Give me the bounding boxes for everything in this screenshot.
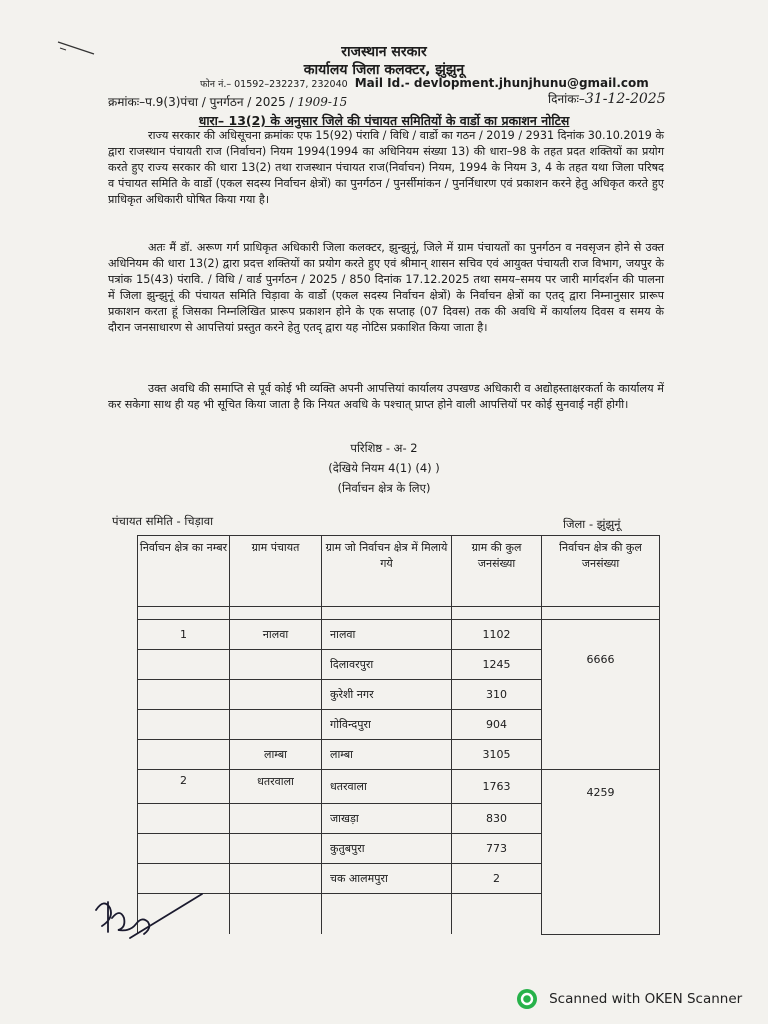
scanner-watermark (516, 988, 742, 1010)
date-line (548, 90, 666, 107)
cell-village: धतरवाला (322, 770, 452, 804)
cell-gram-panchayat: लाम्बा (230, 740, 322, 770)
body-paragraph-1-text: राज्य सरकार की अधिसूचना क्रमांकः एफ 15(92) पंरावि / विधि / वार्डो का गठन / 2019 / 2931 दिनांक 30.10.2019 के द्वारा राजस्थान पंचायती राज (निर्वाचन) नियम 1994(1994 का अधिनियम संख्या 13) की धारा–98 के तहत प्रदत शक्तियों का प्रयोग करते हुए राज्य सरकार की धारा 13(2) तथा राजस्थान पंचायत राज(निर्वाचन) नियम, 1994 के नियम 3, 4 के तहत यथा जिला परिषद व पंचायत समिति के वार्डो (एकल सदस्य निर्वाचन क्षेत्रों) का पुनर्गठन / पुनर्सीमांकन / पुनर्निधारण एवं प्रकाशन करने हेतु अधिकृत करते हुए प्राधिकृत अधिकारी घोषित किया गया है। (108, 129, 664, 206)
cell-population: 830 (452, 804, 542, 834)
date-label: दिनांकः– (548, 92, 585, 106)
date-handwritten: 31-12-2025 (584, 91, 666, 107)
cell-population: 1763 (452, 770, 542, 804)
reference-label: क्रमांकः–प.9(3)पंचा / पुनर्गठन / 2025 / (108, 95, 294, 109)
body-paragraph-3-text: उक्त अवधि की समाप्ति से पूर्व कोई भी व्यक्ति अपनी आपत्तियां कार्यालय उपखण्ड अधिकारी व अद्योहस्ताक्षरकर्ता के कार्यालय में कर सकेगा साथ ही यह भी सूचित किया जाता है कि नियत अवधि के पश्चात् प्राप्त होने वाली आपत्तियों पर कोई सुनवाई नहीं होगी। (108, 382, 664, 411)
cell-number: 1 (138, 620, 230, 650)
header-gram-panchayat: ग्राम पंचायत (230, 536, 322, 607)
contact-line (200, 76, 649, 90)
cell-village: जाखड़ा (322, 804, 452, 834)
cell-total-population: 4259 (542, 770, 660, 935)
cell-number: 2 (138, 770, 230, 804)
cell-total-population: 6666 (542, 620, 660, 770)
annexure-rule: (देखिये नियम 4(1) (4) ) (328, 461, 440, 475)
office-title: कार्यालय जिला कलक्टर, झुंझुनू (303, 62, 465, 78)
body-paragraph-3 (108, 381, 664, 413)
government-title: राजस्थान सरकार (341, 44, 427, 60)
panchayat-samiti-label: पंचायत समिति - चिड़ावा (112, 514, 214, 528)
mail-id: Mail Id.- devlopment.jhunjhunu@gmail.com (354, 76, 649, 90)
cell-village: कुतुबपुरा (322, 834, 452, 864)
body-paragraph-2 (108, 240, 664, 336)
header-total-population: निर्वाचन क्षेत्र की कुल जनसंख्या (542, 536, 660, 607)
scanner-text: Scanned with OKEN Scanner (549, 991, 743, 1007)
cell-population: 773 (452, 834, 542, 864)
cell-population: 2 (452, 864, 542, 894)
body-paragraph-2-text: अतः मैं डॉ. अरूण गर्ग प्राधिकृत अधिकारी जिला कलक्टर, झुन्झुनूं, जिले में ग्राम पंचायतों का पुनर्गठन व नवसृजन होने से उक्त अधिनियम की धारा 13(2) द्वारा प्रदत्त शक्तियों का प्रयोग करते हुए एवं श्रीमान् शासन सचिव एवं आयुक्त पंचायती राज विभाग, जयपुर के पत्रांक 15(43) पंरावि. / विधि / वार्ड पुनर्गठन / 2025 / 850 दिनांक 17.12.2025 तथा समय–समय पर जारी मार्गदर्शन की पालना में जिला झुन्झुनूं की पंचायत समिति चिड़ावा के वार्डो (एकल सदस्य निर्वाचन क्षेत्रों) के निर्वाचन क्षेत्रों का एतद् द्वारा निम्नानुसार प्रारूप प्रकाशन करता हूं जिसका निम्नलिखित प्रारूप प्रकाशन होने के एक सप्ताह (07 दिवस) तक की अवधि में कार्यालय दिवस व समय के दौरान जनसाधारण से आपत्तियां प्रस्तुत करने हेतु एतद् द्वारा यह नोटिस प्रकाशित किया जाता है। (108, 241, 664, 334)
constituency-table (137, 535, 660, 935)
table-header-row (138, 536, 660, 607)
cell-gram-panchayat: नालवा (230, 620, 322, 650)
cell-population: 3105 (452, 740, 542, 770)
cell-village: गोविन्दपुरा (322, 710, 452, 740)
reference-number (108, 93, 347, 110)
cell-village: कुरेशी नगर (322, 680, 452, 710)
phone-number: फोन नं.– 01592–232237, 232040 (200, 79, 348, 90)
oken-scanner-logo-icon (516, 988, 538, 1010)
header-village-population: ग्राम की कुल जनसंख्या (452, 536, 542, 607)
cell-village: लाम्बा (322, 740, 452, 770)
district-label: जिला - झुंझुनूं (563, 517, 621, 531)
table-row (138, 620, 660, 650)
cell-village: चक आलमपुरा (322, 864, 452, 894)
notice-subject: धारा– 13(2) के अनुसार जिले की पंचायत समितियों के वार्डो का प्रकाशन नोटिस (198, 113, 570, 128)
body-paragraph-1 (108, 128, 664, 208)
signature (90, 888, 210, 948)
table-row (138, 770, 660, 804)
annexure-purpose: (निर्वाचन क्षेत्र के लिए) (337, 481, 431, 495)
annexure-title: परिशिष्ठ - अ- 2 (350, 441, 418, 455)
table-spacer-row (138, 607, 660, 620)
cell-population: 310 (452, 680, 542, 710)
header-villages: ग्राम जो निर्वाचन क्षेत्र में मिलाये गये (322, 536, 452, 607)
cell-population: 904 (452, 710, 542, 740)
reference-handwritten: 1909-15 (297, 95, 348, 109)
cell-population: 1245 (452, 650, 542, 680)
cell-population: 1102 (452, 620, 542, 650)
cell-gram-panchayat: धतरवाला (230, 770, 322, 804)
header-constituency-number: निर्वाचन क्षेत्र का नम्बर (138, 536, 230, 607)
cell-village: नालवा (322, 620, 452, 650)
cell-village: दिलावरपुरा (322, 650, 452, 680)
